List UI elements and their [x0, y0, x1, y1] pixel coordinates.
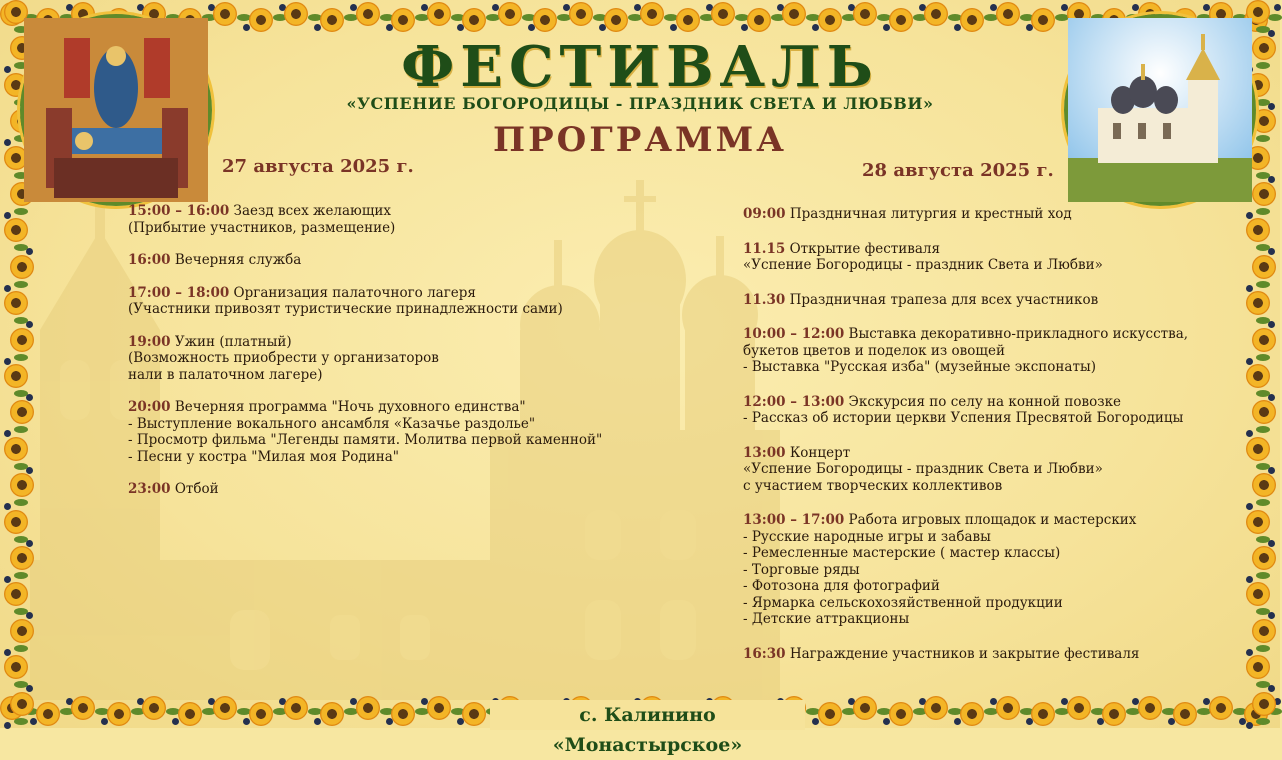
berry-icon [4, 722, 11, 729]
sunflower-icon [569, 2, 593, 26]
sunflower-icon [4, 437, 28, 461]
berry-icon [1246, 285, 1253, 292]
schedule-text: (Возможность приобрести у организаторов [128, 350, 439, 366]
leaf-icon [1256, 281, 1270, 288]
berry-icon [4, 576, 11, 583]
schedule-line [128, 252, 648, 269]
sunflower-icon [498, 2, 522, 26]
berry-icon [1246, 722, 1253, 729]
berry-icon [1246, 576, 1253, 583]
day1-schedule [128, 203, 648, 514]
schedule-text: - Торговые ряды [743, 561, 860, 578]
sunflower-icon [10, 546, 34, 570]
schedule-text: - Рассказ об истории церкви Успения Пресвятой Богородицы [743, 410, 1184, 426]
schedule-time: 16:30 [743, 645, 786, 662]
berry-icon [26, 540, 33, 547]
sunflower-icon [427, 696, 451, 720]
schedule-line [743, 206, 1238, 223]
berry-icon [26, 467, 33, 474]
schedule-text: Заезд всех желающих [229, 203, 391, 219]
sunflower-icon [1252, 255, 1276, 279]
sunflower-icon [178, 702, 202, 726]
berry-icon [26, 394, 33, 401]
sunflower-icon [924, 2, 948, 26]
schedule-item [743, 445, 1238, 495]
day2-schedule [743, 206, 1238, 680]
berry-icon [26, 248, 33, 255]
schedule-time: 13:00 – 17:00 [743, 512, 845, 528]
schedule-line [743, 562, 1238, 579]
program-heading: ПРОГРАММА [493, 120, 787, 160]
sunflower-icon [356, 696, 380, 720]
sunflower-icon [676, 8, 700, 32]
schedule-line [128, 367, 648, 384]
schedule-item [743, 241, 1238, 274]
location-label: с. Калинино «Монастырское» [490, 700, 805, 730]
schedule-line [743, 512, 1238, 529]
sunflower-icon [1252, 182, 1276, 206]
schedule-text: (Участники привозят туристические принадлежности сами) [128, 301, 563, 317]
schedule-item [128, 203, 648, 236]
berry-icon [4, 358, 11, 365]
berry-icon [883, 24, 890, 31]
sunflower-icon [924, 696, 948, 720]
schedule-line [743, 394, 1238, 411]
schedule-line [128, 432, 648, 449]
sunflower-icon [4, 364, 28, 388]
sunflower-icon [213, 2, 237, 26]
sunflower-icon [711, 2, 735, 26]
sunflower-icon [1252, 473, 1276, 497]
schedule-text: Экскурсия по селу на конной повозке [844, 393, 1122, 410]
schedule-text: Отбой [170, 481, 219, 497]
berry-icon [1246, 212, 1253, 219]
schedule-line [128, 203, 648, 220]
schedule-item [128, 285, 648, 318]
berry-icon [314, 24, 321, 31]
berry-icon [314, 718, 321, 725]
sunflower-icon [427, 2, 451, 26]
festival-subtitle: «УСПЕНИЕ БОГОРОДИЦЫ - ПРАЗДНИК СВЕТА И ЛЮБВИ» [346, 94, 934, 113]
sunflower-icon [1102, 702, 1126, 726]
schedule-line [743, 578, 1238, 595]
sunflower-icon [391, 8, 415, 32]
schedule-time: 11.30 [743, 291, 786, 308]
sunflower-icon [4, 655, 28, 679]
schedule-item [743, 646, 1238, 663]
sunflower-icon [213, 696, 237, 720]
schedule-text: - Просмотр фильма "Легенды памяти. Молитва первой каменной" [128, 432, 603, 448]
sunflower-icon [462, 8, 486, 32]
schedule-text: - Детские аттракционы [743, 611, 910, 627]
sunflower-icon [356, 2, 380, 26]
sunflower-icon [996, 696, 1020, 720]
schedule-line [743, 478, 1238, 495]
sunflower-icon [320, 702, 344, 726]
leaf-icon [14, 572, 28, 579]
schedule-line [128, 285, 648, 302]
sunflower-icon [1252, 692, 1276, 716]
schedule-line [743, 611, 1238, 628]
schedule-text: Праздничная трапеза для всех участников [785, 291, 1099, 308]
schedule-time: 20:00 [128, 399, 171, 415]
sunflower-icon [640, 2, 664, 26]
schedule-line [743, 326, 1238, 343]
schedule-time: 13:00 [743, 444, 786, 461]
berry-icon [1268, 612, 1275, 619]
sunflower-icon [10, 692, 34, 716]
berry-icon [883, 718, 890, 725]
berry-icon [172, 718, 179, 725]
sunflower-icon [107, 702, 131, 726]
sunflower-icon [36, 702, 60, 726]
schedule-text: - Песни у костра "Милая моя Родина" [128, 448, 399, 465]
sunflower-icon [1246, 582, 1270, 606]
berry-icon [670, 24, 677, 31]
schedule-line [128, 416, 648, 433]
sunflower-icon [4, 582, 28, 606]
schedule-text: - Ярмарка сельскохозяйственной продукции [743, 594, 1063, 611]
sunflower-icon [853, 696, 877, 720]
sunflower-icon [1246, 655, 1270, 679]
schedule-line [743, 241, 1238, 258]
sunflower-icon [1246, 510, 1270, 534]
berry-icon [1246, 358, 1253, 365]
schedule-line [128, 334, 648, 351]
schedule-text: «Успение Богородицы - праздник Света и Любви» [743, 257, 1103, 273]
sunflower-icon [747, 8, 771, 32]
leaf-icon [1256, 572, 1270, 579]
berry-icon [954, 24, 961, 31]
sunflower-icon [1252, 400, 1276, 424]
schedule-text: Праздничная литургия и крестный ход [785, 206, 1072, 222]
berry-icon [1268, 321, 1275, 328]
sunflower-icon [1246, 291, 1270, 315]
schedule-line [128, 449, 648, 466]
sunflower-icon [4, 291, 28, 315]
schedule-text: букетов цветов и поделок из овощей [743, 342, 1005, 359]
leaf-icon [14, 499, 28, 506]
schedule-text: Награждение участников и закрытие фестиваля [785, 645, 1140, 662]
leaf-icon [1256, 354, 1270, 361]
sunflower-icon [960, 8, 984, 32]
schedule-item [128, 481, 648, 498]
schedule-line [743, 545, 1238, 562]
sunflower-icon [249, 702, 273, 726]
schedule-text: Выставка декоративно-прикладного искусства, [844, 326, 1189, 342]
sunflower-icon [1252, 328, 1276, 352]
schedule-text: нали в палаточном лагере) [128, 366, 323, 383]
schedule-text: - Русские народные игры и забавы [743, 528, 991, 545]
leaf-icon [1256, 499, 1270, 506]
leaf-icon [14, 718, 28, 725]
berry-icon [1246, 649, 1253, 656]
schedule-time: 19:00 [128, 333, 171, 350]
sunflower-icon [10, 619, 34, 643]
berry-icon [1268, 467, 1275, 474]
berry-icon [243, 24, 250, 31]
sunflower-icon [1246, 364, 1270, 388]
sunflower-icon [10, 400, 34, 424]
sunflower-icon [533, 8, 557, 32]
festival-title: ФЕСТИВАЛЬ [401, 34, 879, 100]
schedule-item [743, 326, 1238, 376]
schedule-line [743, 292, 1238, 309]
schedule-item [743, 394, 1238, 427]
schedule-time: 11.15 [743, 240, 786, 257]
schedule-line [128, 220, 648, 237]
schedule-text: Ужин (платный) [170, 333, 292, 350]
schedule-text: Вечерняя программа "Ночь духовного единства" [170, 399, 526, 415]
berry-icon [26, 685, 33, 692]
schedule-time: 16:00 [128, 252, 171, 268]
berry-icon [4, 285, 11, 292]
leaf-icon [14, 645, 28, 652]
schedule-text: с участием творческих коллективов [743, 477, 1003, 494]
sunflower-icon [142, 696, 166, 720]
sunflower-icon [284, 2, 308, 26]
sunflower-icon [1031, 702, 1055, 726]
berry-icon [1268, 248, 1275, 255]
schedule-item [743, 512, 1238, 628]
berry-icon [26, 612, 33, 619]
sunflower-icon [1252, 546, 1276, 570]
sunflower-icon [10, 255, 34, 279]
schedule-line [743, 595, 1238, 612]
berry-icon [4, 503, 11, 510]
sunflower-icon [1138, 696, 1162, 720]
sunflower-icon [604, 8, 628, 32]
sunflower-icon [889, 702, 913, 726]
schedule-text: - Ремесленные мастерские ( мастер классы) [743, 545, 1061, 561]
leaf-icon [1256, 208, 1270, 215]
schedule-text: - Выставка "Русская изба" (музейные экспонаты) [743, 359, 1096, 375]
day2-date: 28 августа 2025 г. [862, 160, 1054, 181]
schedule-line [743, 646, 1238, 663]
berry-icon [1268, 394, 1275, 401]
sunflower-icon [10, 473, 34, 497]
schedule-item [743, 292, 1238, 309]
schedule-time: 15:00 – 16:00 [128, 203, 230, 219]
berry-icon [26, 321, 33, 328]
leaf-icon [1256, 645, 1270, 652]
sunflower-icon [320, 8, 344, 32]
schedule-time: 10:00 – 12:00 [743, 326, 845, 342]
schedule-line [743, 343, 1238, 360]
berry-icon [243, 718, 250, 725]
leaf-icon [14, 281, 28, 288]
schedule-line [743, 461, 1238, 478]
berry-icon [4, 212, 11, 219]
sunflower-icon [1067, 696, 1091, 720]
berry-icon [1268, 540, 1275, 547]
sunflower-icon [391, 702, 415, 726]
schedule-time: 12:00 – 13:00 [743, 393, 845, 410]
schedule-line [743, 359, 1238, 376]
sunflower-icon [1246, 437, 1270, 461]
sunflower-icon [71, 696, 95, 720]
sunflower-icon [4, 510, 28, 534]
schedule-text: Организация палаточного лагеря [229, 284, 476, 301]
sunflower-icon [889, 8, 913, 32]
berry-icon [101, 718, 108, 725]
sunflower-icon [960, 702, 984, 726]
schedule-line [743, 410, 1238, 427]
berry-icon [1246, 503, 1253, 510]
sunflower-icon [818, 702, 842, 726]
schedule-text: Открытие фестиваля [785, 240, 941, 257]
berry-icon [4, 430, 11, 437]
schedule-text: - Выступление вокального ансамбля «Казачье раздолье" [128, 415, 536, 432]
schedule-text: (Прибытие участников, размещение) [128, 219, 396, 236]
berry-icon [1246, 430, 1253, 437]
sunflower-icon [4, 218, 28, 242]
sunflower-icon [1209, 696, 1233, 720]
schedule-text: «Успение Богородицы - праздник Света и Любви» [743, 461, 1103, 477]
schedule-time: 17:00 – 18:00 [128, 284, 230, 301]
schedule-line [743, 529, 1238, 546]
schedule-text: Концерт [785, 444, 851, 461]
leaf-icon [1256, 426, 1270, 433]
leaf-icon [14, 354, 28, 361]
schedule-text: Вечерняя служба [170, 252, 302, 268]
leaf-icon [14, 426, 28, 433]
schedule-line [743, 445, 1238, 462]
sunflower-icon [10, 328, 34, 352]
berry-icon [1268, 685, 1275, 692]
sunflower-icon [284, 696, 308, 720]
schedule-time: 09:00 [743, 206, 786, 222]
berry-icon [954, 718, 961, 725]
berry-icon [1268, 176, 1275, 183]
schedule-line [128, 399, 648, 416]
berry-icon [812, 24, 819, 31]
schedule-item [743, 206, 1238, 223]
sunflower-icon [996, 2, 1020, 26]
sunflower-icon [1031, 8, 1055, 32]
sunflower-icon [1173, 702, 1197, 726]
sunflower-icon [1246, 218, 1270, 242]
sunflower-icon [462, 702, 486, 726]
schedule-text: Работа игровых площадок и мастерских [844, 512, 1137, 528]
sunflower-icon [1252, 619, 1276, 643]
sunflower-icon [818, 8, 842, 32]
schedule-line [128, 350, 648, 367]
day1-date: 27 августа 2025 г. [222, 156, 414, 177]
sunflower-icon [782, 2, 806, 26]
schedule-line [128, 481, 648, 498]
schedule-text: - Фотозона для фотографий [743, 578, 940, 594]
berry-icon [812, 718, 819, 725]
berry-icon [4, 649, 11, 656]
schedule-item [128, 399, 648, 465]
berry-icon [741, 24, 748, 31]
schedule-item [128, 252, 648, 269]
sunflower-icon [853, 2, 877, 26]
leaf-icon [14, 208, 28, 215]
sunflower-icon [249, 8, 273, 32]
schedule-time: 23:00 [128, 481, 171, 497]
leaf-icon [1256, 718, 1270, 725]
schedule-item [128, 334, 648, 384]
schedule-line [743, 257, 1238, 274]
schedule-line [128, 301, 648, 318]
